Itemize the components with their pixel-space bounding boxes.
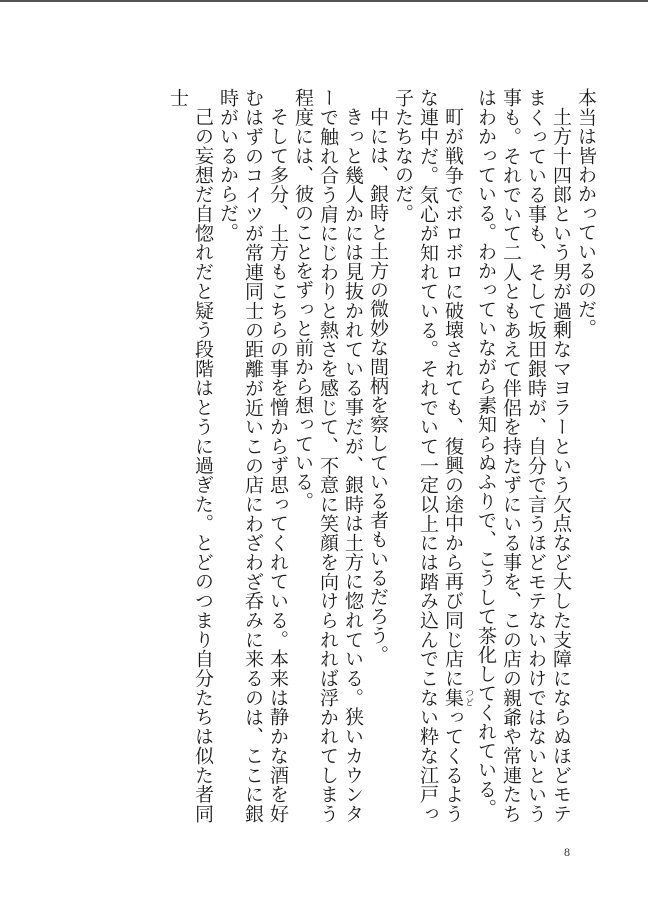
ruby-annotation: 集 つど xyxy=(442,687,473,708)
paragraph-2: 土方十四郎という男が過剰なマヨラーという欠点など大した支障にならぬほどモテまくっている事も、そして坂田銀時が、自分で言うほどモテないわけではないという事も。それでいて二人ともあえて伴侶を持たずにいる事を、この店の親爺や常連たちはわかっている。わかっていながら素知らぬふりで、こうして茶化してくれている。 xyxy=(475,88,572,823)
paragraph-5: きっと幾人かには見抜かれている事だが、銀時は土方に惚れている。狭いカウンターで触れ合う肩にじわりと熱さを感じて、不意に笑顔を向けられれば浮かれてしまう程度には、彼のことをずっと前から想っている。 xyxy=(292,88,364,823)
paragraph-3: 町が戦争でボロボロに破壊されても、復興の途中から再び同じ店に集 つどってくるような連中だ。気心が知れている。それでいて一定以上には踏み込んでこない粋な江戸っ子たちなのだ。 xyxy=(392,88,473,823)
top-rule xyxy=(0,0,648,2)
page-number: 8 xyxy=(564,845,570,859)
paragraph-4: 中には、銀時と土方の微妙な間柄を察している者もいるだろう。 xyxy=(367,107,389,664)
paragraph-1: 本当は皆わかっているのだ。 xyxy=(575,88,597,338)
paragraph-7: 己の妄想だ自惚れだと疑う段階はとうに過ぎた。とどのつまり自分たちは似た者同士 xyxy=(167,88,214,823)
paragraph-6: そして多分、土方もこちらの事を憎からず思ってくれている。本来は静かな酒を好むはずのコイツが常連同士の距離が近いこの店にわざわざ呑みに来るのは、ここに銀時がいるからだ。 xyxy=(217,88,289,823)
vertical-text-body xyxy=(158,88,598,823)
